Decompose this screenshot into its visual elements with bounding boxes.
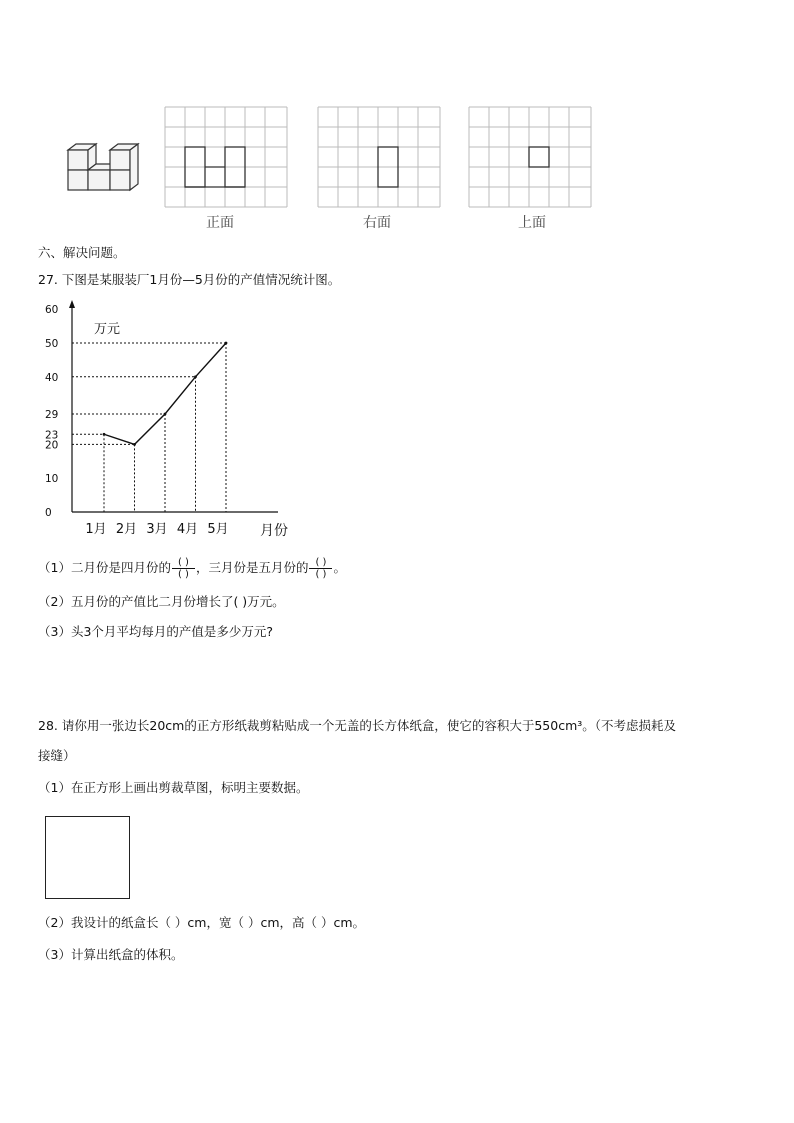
q27-number: 27. xyxy=(38,272,58,287)
data-point-1 xyxy=(133,443,136,446)
q28-number: 28. xyxy=(38,718,58,733)
x-tick-label-4: 5月 xyxy=(207,522,229,537)
right-view-grid xyxy=(317,106,441,208)
y-tick-label-1: 50 xyxy=(45,338,59,350)
production-line-chart xyxy=(30,298,330,548)
q27-sub1-part-c: 。 xyxy=(333,560,346,575)
y-axis-label: 万元 xyxy=(94,322,121,338)
q27-heading xyxy=(38,272,340,288)
top-view-label: 上面 xyxy=(518,215,546,231)
x-tick-label-0: 1月 xyxy=(85,522,107,537)
right-view-label: 右面 xyxy=(363,215,391,231)
y-tick-label-6: 10 xyxy=(45,473,59,486)
data-point-3 xyxy=(194,375,197,378)
y-tick-label-7: 0 xyxy=(45,507,52,519)
x-tick-label-1: 2月 xyxy=(115,522,138,537)
q27-sub2: （2）五月份的产值比二月份增长了( )万元。 xyxy=(38,594,285,609)
q28-text-line1: 请你用一张边长20cm的正方形纸裁剪粘贴成一个无盖的长方体纸盒，使它的容积大于550cm³。（不考虑损耗及 xyxy=(61,718,677,733)
x-tick-label-3: 4月 xyxy=(176,522,199,537)
fraction-2-numerator: ( ) xyxy=(309,557,332,569)
front-view-grid xyxy=(164,106,288,208)
series-line xyxy=(104,343,226,444)
fraction-1-numerator: ( ) xyxy=(172,557,195,569)
top-view-grid xyxy=(468,106,592,208)
data-point-0 xyxy=(103,433,106,436)
q27-sub3: （3）头3个月平均每月的产值是多少万元? xyxy=(38,624,274,639)
q28-sub2: （2）我设计的纸盒长（ ）cm，宽（ ）cm，高（ ）cm。 xyxy=(38,915,366,930)
y-axis-arrow xyxy=(69,300,75,308)
x-axis-label: 月份 xyxy=(260,523,288,539)
q27-text: 下图是某服装厂1月份—5月份的产值情况统计图。 xyxy=(61,272,341,287)
data-point-2 xyxy=(164,413,167,416)
fraction-blank-2[interactable] xyxy=(309,557,332,580)
q28-sub1: （1）在正方形上画出剪裁草图，标明主要数据。 xyxy=(38,780,309,795)
y-tick-label-3: 29 xyxy=(45,408,59,421)
section-title: 六、解决问题。 xyxy=(38,245,126,260)
y-tick-label-5: 20 xyxy=(45,439,59,452)
q28-text-line2: 接缝） xyxy=(38,748,76,763)
y-tick-label-0: 60 xyxy=(45,304,59,317)
y-tick-label-2: 40 xyxy=(45,371,59,384)
q27-sub1-part-a: （1）二月份是四月份的 xyxy=(38,560,171,575)
fraction-2-denominator: ( ) xyxy=(315,569,327,580)
square-paper-drawing-area[interactable] xyxy=(45,816,130,899)
q28-heading xyxy=(38,718,676,734)
fraction-blank-1[interactable] xyxy=(172,557,195,580)
y-tick-label-4: 23 xyxy=(45,429,59,442)
front-view-label: 正面 xyxy=(206,215,234,231)
q28-sub3: （3）计算出纸盒的体积。 xyxy=(38,947,184,962)
q27-sub1-part-b: ，三月份是五月份的 xyxy=(195,560,309,575)
x-tick-label-2: 3月 xyxy=(146,522,168,537)
q27-sub1 xyxy=(38,557,346,580)
cube-figure xyxy=(60,138,145,198)
data-point-4 xyxy=(225,342,228,345)
fraction-1-denominator: ( ) xyxy=(177,569,189,580)
